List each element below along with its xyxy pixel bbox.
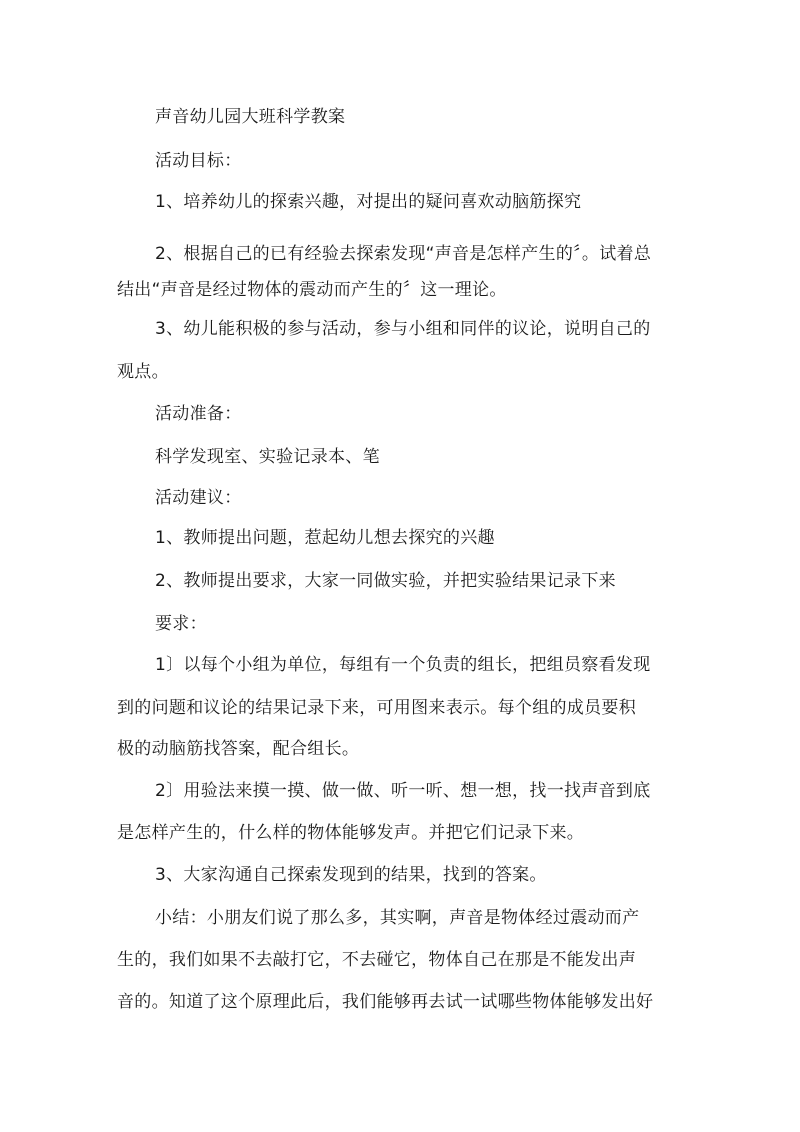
goal-item-2-line-2: 结出“声音是经过物体的震动而产生的〞这一理论。	[117, 280, 507, 300]
goal-item-2-line-1: 2、根据自己的已有经验去探索发现“声音是怎样产生的〞。试着总	[155, 244, 652, 264]
suggestion-step-3: 3、大家沟通自己探索发现到的结果，找到的答案。	[155, 865, 547, 885]
suggestion-step-2: 2、教师提出要求，大家一同做实验，并把实验结果记录下来	[155, 571, 616, 591]
requirement-2-line-1: 2〕用验法来摸一摸、做一做、听一听、想一想，找一找声音到底	[155, 781, 651, 801]
document-title: 声音幼儿园大班科学教案	[155, 107, 346, 127]
requirement-2-line-2: 是怎样产生的，什么样的物体能够发声。并把它们记录下来。	[117, 823, 585, 843]
summary-line-2: 生的，我们如果不去敲打它，不去碰它，物体自己在那是不能发出声	[117, 950, 636, 970]
section-heading-preparation: 活动准备：	[155, 404, 242, 424]
goal-item-3-line-2: 观点。	[117, 362, 169, 382]
summary-line-3: 音的。知道了这个原理此后，我们能够再去试一试哪些物体能够发出好	[117, 992, 654, 1012]
preparation-items: 科学发现室、实验记录本、笔	[155, 447, 380, 467]
goal-item-3-line-1: 3、幼儿能积极的参与活动，参与小组和同伴的议论，说明自己的	[155, 319, 651, 339]
goal-item-1: 1、培养幼儿的探索兴趣，对提出的疑问喜欢动脑筋探究	[155, 192, 582, 212]
requirements-label: 要求：	[155, 614, 207, 634]
section-heading-suggestions: 活动建议：	[155, 488, 242, 508]
requirement-1-line-1: 1〕以每个小组为单位，每组有一个负责的组长，把组员察看发现	[155, 655, 651, 675]
requirement-1-line-3: 极的动脑筋找答案，配合组长。	[117, 739, 360, 759]
requirement-1-line-2: 到的问题和议论的结果记录下来，可用图来表示。每个组的成员要积	[117, 698, 636, 718]
suggestion-step-1: 1、教师提出问题，惹起幼儿想去探究的兴趣	[155, 528, 495, 548]
section-heading-goals: 活动目标：	[155, 151, 242, 171]
summary-line-1: 小结：小朋友们说了那么多，其实啊，声音是物体经过震动而产	[155, 908, 640, 928]
